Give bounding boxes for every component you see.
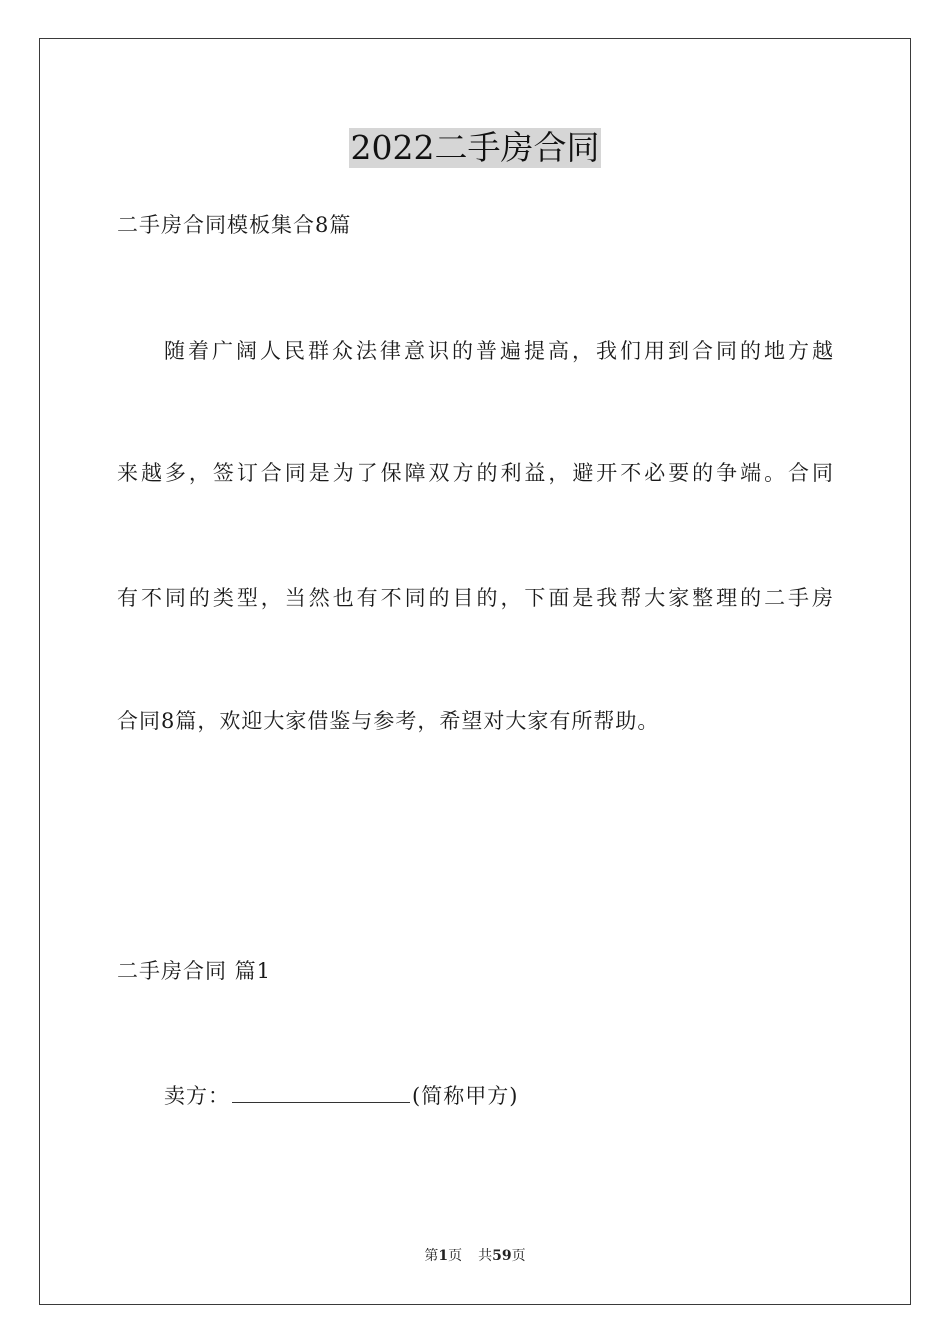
title-container — [0, 128, 950, 168]
footer-page-unit: 页 — [448, 1248, 463, 1264]
seller-suffix: (简称甲方) — [412, 1084, 519, 1108]
footer-total-pages: 59 — [492, 1248, 512, 1264]
footer-page-prefix: 第 — [424, 1248, 439, 1264]
document-title: 2022二手房合同 — [350, 128, 600, 167]
page-footer — [0, 1247, 950, 1265]
footer-total-unit: 页 — [511, 1248, 526, 1264]
seller-name-blank[interactable] — [232, 1082, 410, 1103]
intro-line-4: 合同8篇，欢迎大家借鉴与参考，希望对大家有所帮助。 — [117, 709, 660, 733]
seller-label: 卖方： — [164, 1084, 230, 1108]
footer-total-prefix: 共 — [478, 1248, 493, 1264]
intro-line-3: 有不同的类型，当然也有不同的目的，下面是我帮大家整理的二手房 — [117, 586, 833, 610]
footer-page-current: 1 — [438, 1248, 449, 1264]
seller-line — [164, 1082, 518, 1110]
section-heading: 二手房合同 篇1 — [117, 959, 272, 983]
intro-line-1: 随着广阔人民群众法律意识的普遍提高，我们用到合同的地方越 — [164, 339, 833, 363]
intro-line-2: 来越多，签订合同是为了保障双方的利益，避开不必要的争端。合同 — [117, 461, 833, 485]
document-subtitle: 二手房合同模板集合8篇 — [117, 213, 352, 237]
